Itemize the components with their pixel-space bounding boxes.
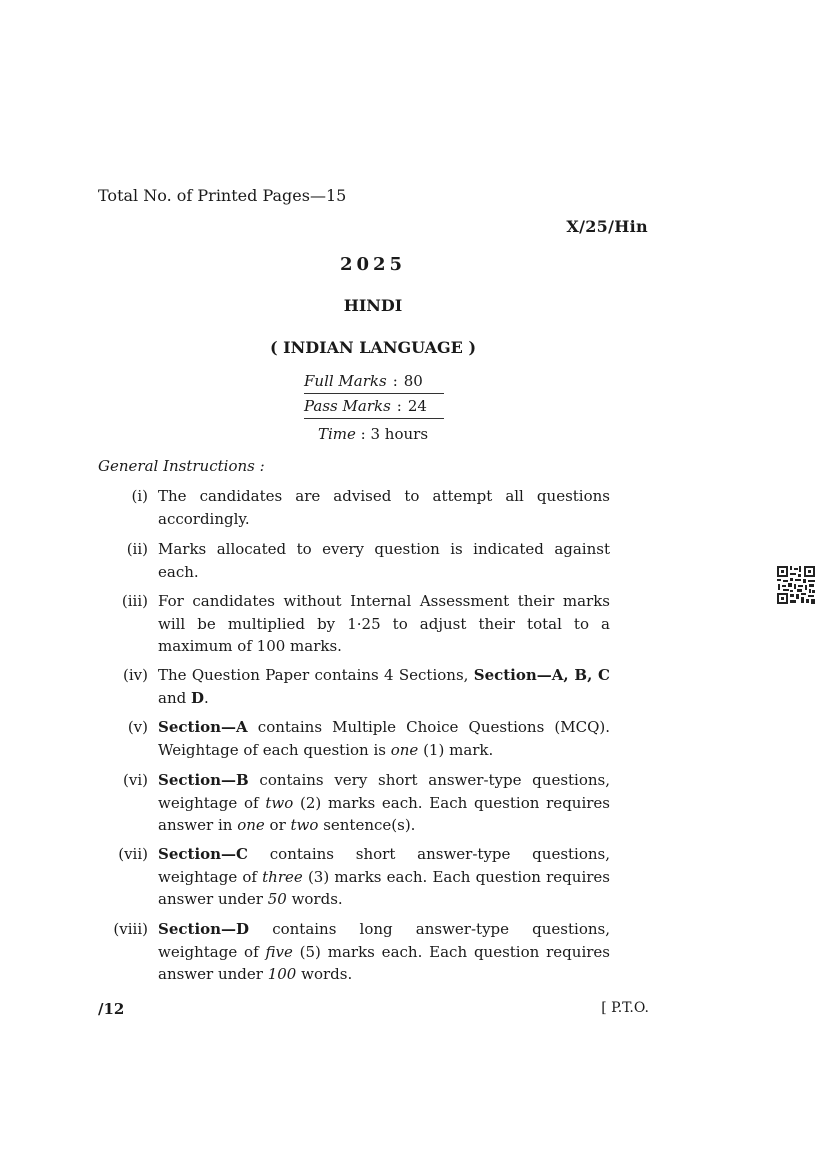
text-run: words.	[286, 890, 343, 908]
emphasis: one	[237, 816, 265, 834]
text-run: (5) marks each. Each question requires answer under	[158, 942, 610, 983]
text-run: sentence(s).	[318, 816, 416, 834]
instruction-text	[158, 843, 610, 911]
text-run: or	[264, 816, 291, 834]
pass-marks-value: 24	[407, 397, 427, 415]
text-run: contains Multiple Choice Questions (MCQ). Weightage of each question is	[158, 718, 610, 759]
time-row	[0, 425, 746, 443]
paper-code: X/25/Hin	[566, 217, 648, 236]
instructions-heading: General Instructions :	[98, 457, 265, 475]
instruction-text	[158, 918, 610, 986]
section-ref: Section—B	[158, 771, 249, 789]
full-marks-value: 80	[403, 372, 423, 390]
instruction-text	[158, 716, 610, 761]
emphasis: two	[265, 793, 294, 812]
emphasis: three	[262, 867, 303, 886]
text-run: contains very short answer-type questions, weightage of	[158, 771, 610, 812]
instruction-number: (vii)	[118, 845, 148, 863]
time-value: 3 hours	[370, 425, 429, 443]
instruction-text: Marks allocated to every question is indicated against each.	[158, 540, 610, 581]
section-ref: Section—D	[158, 920, 250, 938]
instruction-number: (vi)	[123, 771, 148, 789]
emphasis: one	[390, 740, 419, 759]
instruction-number: (iii)	[121, 592, 148, 610]
full-marks-separator: :	[392, 372, 398, 390]
text-run: words.	[296, 965, 353, 983]
text-run: (3) marks each. Each question requires answer under	[158, 867, 610, 908]
text-run: .	[204, 688, 209, 707]
text-run: contains long answer-type questions, weightage of	[158, 920, 610, 961]
text-run: and	[158, 688, 191, 707]
text-run: The Question Paper contains 4 Sections,	[158, 666, 474, 684]
instruction-text	[158, 664, 610, 709]
text-run: contains short answer-type questions, weightage of	[158, 845, 610, 886]
pass-marks-row	[304, 394, 444, 418]
instruction-number: (iv)	[123, 666, 148, 684]
instruction-item-1	[110, 485, 610, 530]
marks-box	[304, 369, 444, 419]
section-ref: Section—C	[158, 845, 248, 863]
instruction-item-2	[110, 538, 610, 583]
emphasis: five	[265, 942, 293, 961]
pass-marks-label: Pass Marks	[304, 397, 391, 415]
text-run: (2) marks each. Each question requires answer in	[158, 793, 610, 834]
instruction-number: (viii)	[113, 920, 148, 938]
instruction-number: (i)	[131, 487, 148, 505]
footer-copy-count: /12	[98, 1000, 125, 1018]
qr-code-icon	[776, 565, 816, 605]
section-ref: D	[190, 688, 204, 707]
marks-divider-bottom	[304, 418, 444, 419]
emphasis: two	[290, 816, 319, 834]
section-ref: Section—A, B, C	[473, 666, 610, 684]
instruction-text: The candidates are advised to attempt all questions accordingly.	[158, 487, 610, 528]
exam-year: 2025	[339, 254, 407, 275]
subject-title: HINDI	[343, 296, 403, 315]
instruction-item-3	[110, 590, 610, 658]
instruction-item-6	[110, 769, 610, 837]
instruction-item-5	[110, 716, 610, 761]
time-separator: :	[360, 425, 366, 443]
instruction-text: For candidates without Internal Assessment their marks will be multiplied by 1·25 to adjust their total to a maximum of 100 marks.	[158, 592, 610, 655]
text-run: (1) mark.	[418, 740, 494, 759]
time-label: Time	[317, 425, 356, 443]
pass-marks-separator: :	[396, 397, 402, 415]
emphasis: 50	[267, 890, 287, 908]
instruction-text	[158, 769, 610, 837]
full-marks-row	[304, 369, 444, 393]
full-marks-label: Full Marks	[304, 372, 387, 390]
section-ref: Section—A	[158, 718, 248, 736]
printed-pages-note: Total No. of Printed Pages—15	[98, 186, 347, 205]
instruction-item-4	[110, 664, 610, 709]
footer-pto: [ P.T.O.	[601, 1000, 649, 1016]
instruction-number: (ii)	[126, 540, 148, 558]
emphasis: 100	[267, 965, 297, 983]
instruction-item-7	[110, 843, 610, 911]
instruction-item-8	[110, 918, 610, 986]
instruction-number: (v)	[127, 718, 148, 736]
subject-subtitle: ( INDIAN LANGUAGE )	[269, 338, 477, 357]
